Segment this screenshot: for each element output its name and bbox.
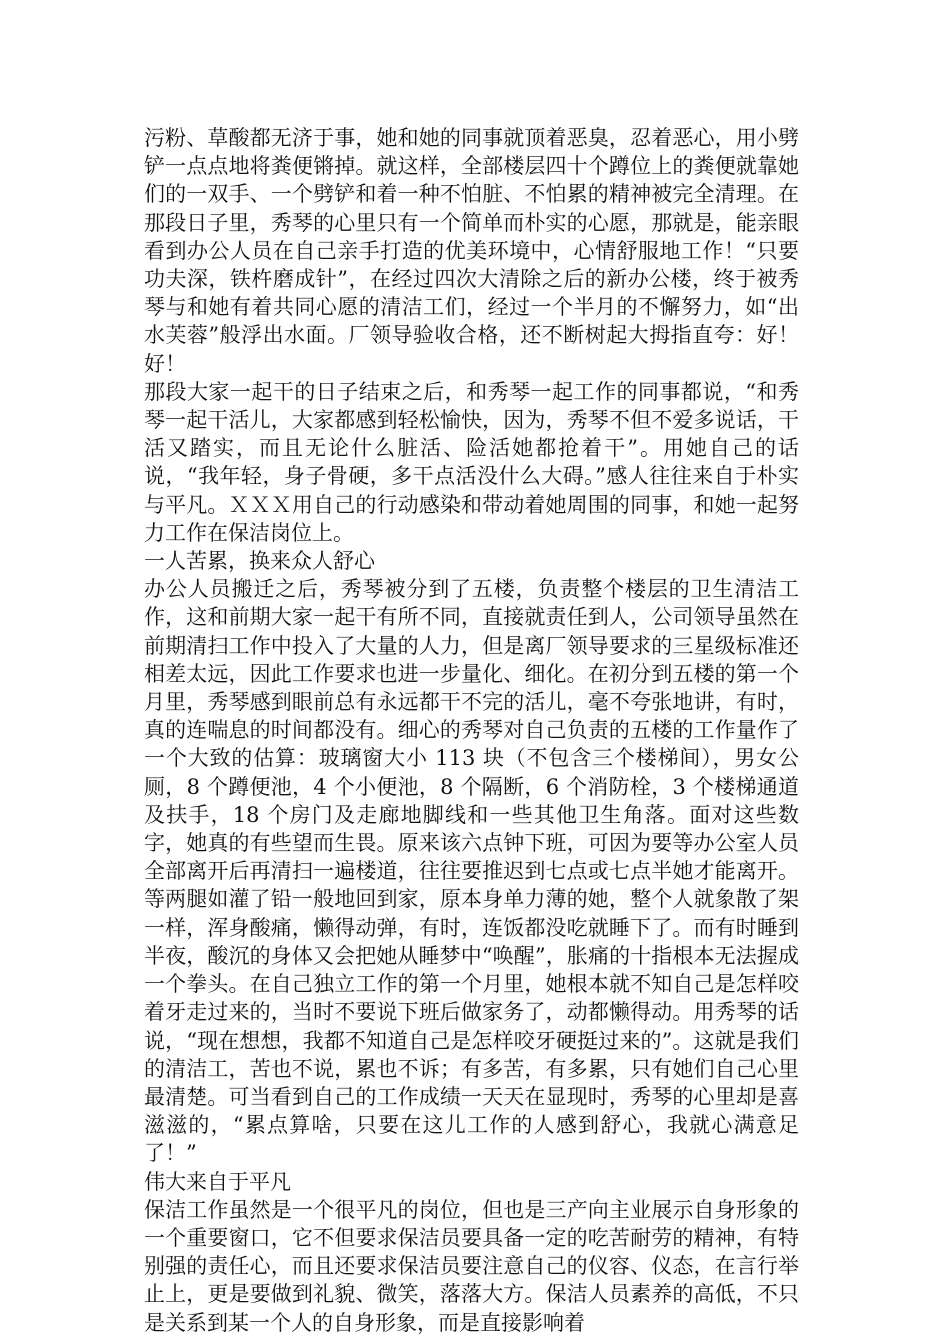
paragraph-fifth-floor: 办公人员搬迁之后，秀琴被分到了五楼，负责整个楼层的卫生清洁工作，这和前期大家一起干有所不同，直接就责任到人，公司领导虽然在前期清扫工作中投入了大量的人力，但是离厂领导要求的三星级标准还相差太远，因此工作要求也进一步量化、细化。在初分到五楼的第一个月里，秀琴感到眼前总有永远都干不完的活儿，毫不夸张地讲，有时，真的连喘息的时间都没有。细心的秀琴对自己负责的五楼的工作量作了一个大致的估算：玻璃窗大小 113 块（不包含三个楼梯间），男女公厕，8 个蹲便池，4 个小便池，8 个隔断，6 个消防栓，3 个楼梯通道及扶手，18 个房门及走廊地脚线和一些其他卫生角落。面对这些数字，她真的有些望而生畏。原来该六点钟下班，可因为要等办公室人员全部离开后再清扫一遍楼道，往往要推迟到七点或七点半她才能离开。等两腿如灌了铅一般地回到家，原本身单力薄的她，整个人就象散了架一样，浑身酸痛，懒得动弹，有时，连饭都没吃就睡下了。而有时睡到半夜，酸沉的身体又会把她从睡梦中“唤醒”，胀痛的十指根本无法握成一个拳头。在自己独立工作的第一个月里，她根本就不知自己是怎样咬着牙走过来的，当时不要说下班后做家务了，动都懒得动。用秀琴的话说，“现在想想，我都不知道自己是怎样咬牙硬挺过来的”。这就是我们的清洁工，苦也不说，累也不诉；有多苦，有多累，只有她们自己心里最清楚。可当看到自己的工作成绩一天天在显现时，秀琴的心里却是喜滋滋的，“累点算啥，只要在这儿工作的人感到舒心，我就心满意足了！” [144,577,799,1166]
paragraph-cleaning-role: 保洁工作虽然是一个很平凡的岗位，但也是三产向主业展示自身形象的一个重要窗口，它不但要求保洁员要具备一定的吃苦耐劳的精神，有特别强的责任心，而且还要求保洁员要注意自己的仪容、仪态，在言行举止上，更是要做到礼貌、微笑，落落大方。保洁人员素养的高低，不只是关系到某一个人的自身形象，而是直接影响着 [144,1197,799,1335]
section-heading-hard-work: 一人苦累，换来众人舒心 [144,549,375,574]
document-body [144,124,799,1337]
paragraph-colleagues: 那段大家一起干的日子结束之后，和秀琴一起工作的同事都说，“和秀琴一起干活儿，大家都感到轻松愉快，因为，秀琴不但不爱多说话，干活又踏实，而且无论什么脏活、险活她都抢着干”。用她自己的话说，“我年轻，身子骨硬，多干点活没什么大碍。”感人往往来自于朴实与平凡。ＸＸＸ用自己的行动感染和带动着她周围的同事，和她一起努力工作在保洁岗位上。 [144,379,799,545]
section-heading-ordinary-greatness: 伟大来自于平凡 [144,1169,291,1194]
paragraph-cleanup: 污粉、草酸都无济于事，她和她的同事就顶着恶臭，忍着恶心，用小劈铲一点点地将粪便锵掉。就这样，全部楼层四十个蹲位上的粪便就靠她们的一双手、一个劈铲和着一种不怕脏、不怕累的精神被完全清理。在那段日子里，秀琴的心里只有一个简单而朴实的心愿，那就是，能亲眼看到办公人员在自己亲手打造的优美环境中，心情舒服地工作！“只要功夫深，铁杵磨成针”，在经过四次大清除之后的新办公楼，终于被秀琴与和她有着共同心愿的清洁工们，经过一个半月的不懈努力，如“出水芙蓉”般浮出水面。厂领导验收合格，还不断树起大拇指直夸：好！好！ [144,126,799,376]
